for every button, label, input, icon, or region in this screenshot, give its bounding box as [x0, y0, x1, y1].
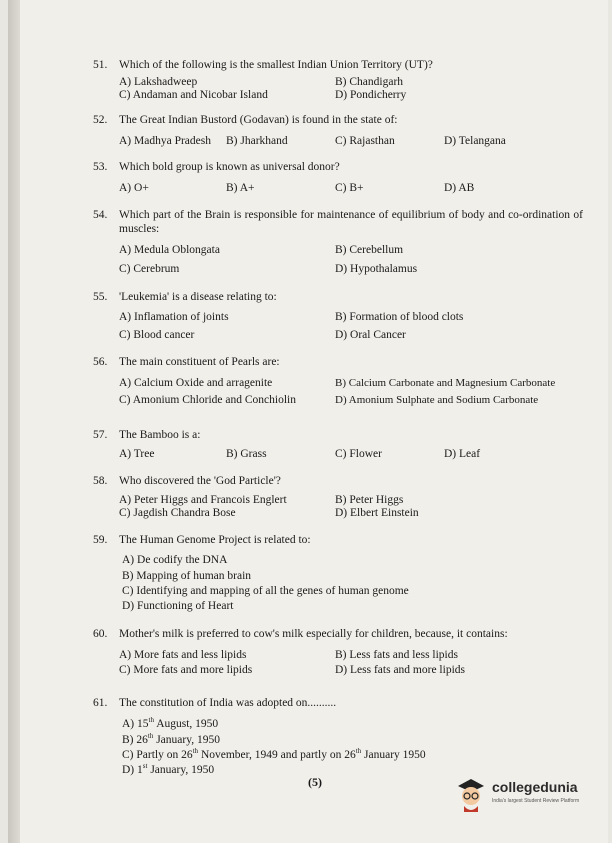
question-number: 57. [93, 429, 108, 441]
option-c: C) Partly on 26th November, 1949 and partly on 26th January 1950 [122, 747, 426, 761]
option-b: B) Cerebellum [335, 244, 404, 256]
option-d: D) 1st January, 1950 [122, 762, 215, 776]
question-text: Which of the following is the smallest Indian Union Territory (UT)? [119, 59, 433, 71]
option-c: C) More fats and more lipids [119, 664, 253, 676]
option-c: C) Jagdish Chandra Bose [119, 507, 236, 519]
question-number: 55. [93, 291, 108, 303]
option-d: D) Hypothalamus [335, 263, 418, 275]
option-c: C) Rajasthan [335, 135, 395, 147]
option-c: C) Cerebrum [119, 263, 180, 275]
option-a: A) Calcium Oxide and arragenite [119, 377, 273, 389]
option-c: C) Amonium Chloride and Conchiolin [119, 394, 296, 406]
option-b: B) 26th January, 1950 [122, 732, 220, 746]
option-d: D) Elbert Einstein [335, 507, 419, 519]
question-text: The constitution of India was adopted on.......... [119, 697, 337, 709]
question-text: Mother's milk is preferred to cow's milk especially for children, because, it contains: [119, 628, 508, 640]
option-d: D) Telangana [444, 135, 506, 147]
option-a: A) Lakshadweep [119, 76, 198, 88]
question-text: The Great Indian Bustord (Godavan) is found in the state of: [119, 114, 398, 126]
exam-page [8, 0, 608, 843]
question-number: 58. [93, 475, 108, 487]
option-d: D) AB [444, 182, 475, 194]
option-a: A) Medula Oblongata [119, 244, 220, 256]
page-number: (5) [308, 775, 322, 789]
option-b: B) Peter Higgs [335, 494, 404, 506]
question-number: 60. [93, 628, 108, 640]
option-b: B) Jharkhand [226, 135, 288, 147]
option-d: D) Functioning of Heart [122, 600, 234, 612]
watermark-logo [454, 774, 584, 818]
option-a: A) More fats and less lipids [119, 649, 247, 661]
option-b: B) Chandigarh [335, 76, 404, 88]
option-d: D) Amonium Sulphate and Sodium Carbonate [335, 394, 539, 406]
option-a: A) 15th August, 1950 [122, 716, 219, 730]
question-text: The Human Genome Project is related to: [119, 534, 311, 546]
option-b: B) Formation of blood clots [335, 311, 464, 323]
option-a: A) Peter Higgs and Francois Englert [119, 494, 287, 506]
option-c: C) Blood cancer [119, 329, 195, 341]
page-edge [8, 0, 20, 843]
option-a: A) O+ [119, 182, 149, 194]
option-b: B) Calcium Carbonate and Magnesium Carbonate [335, 377, 556, 389]
question-number: 53. [93, 161, 108, 173]
mascot-icon [454, 776, 488, 814]
option-d: D) Less fats and more lipids [335, 664, 465, 676]
question-number: 56. [93, 356, 108, 368]
question-number: 52. [93, 114, 108, 126]
brand-name: collegedunia [492, 779, 578, 795]
option-b: B) Mapping of human brain [122, 570, 252, 582]
option-b: B) Grass [226, 448, 267, 460]
option-c: C) Identifying and mapping of all the genes of human genome [122, 585, 409, 597]
option-b: B) Less fats and less lipids [335, 649, 458, 661]
question-number: 51. [93, 59, 108, 71]
option-a: A) Inflamation of joints [119, 311, 229, 323]
brand-tagline: India's largest Student Review Platform [492, 798, 580, 804]
option-a: A) De codify the DNA [122, 554, 228, 566]
option-d: D) Leaf [444, 448, 481, 460]
option-b: B) A+ [226, 182, 255, 194]
option-d: D) Oral Cancer [335, 329, 406, 341]
question-text: Which part of the Brain is responsible for maintenance of equilibrium of body and co-ordination of muscles: [119, 209, 583, 235]
option-c: C) Andaman and Nicobar Island [119, 89, 268, 101]
option-a: A) Tree [119, 448, 155, 460]
question-text: Who discovered the 'God Particle'? [119, 475, 281, 487]
question-number: 54. [93, 209, 108, 221]
question-text: 'Leukemia' is a disease relating to: [119, 291, 277, 303]
question-number: 61. [93, 697, 108, 709]
question-text: The main constituent of Pearls are: [119, 356, 280, 368]
option-c: C) Flower [335, 448, 382, 460]
option-d: D) Pondicherry [335, 89, 407, 101]
option-c: C) B+ [335, 182, 364, 194]
question-text: Which bold group is known as universal donor? [119, 161, 340, 173]
question-number: 59. [93, 534, 108, 546]
option-a: A) Madhya Pradesh [119, 135, 211, 147]
question-text: The Bamboo is a: [119, 429, 201, 441]
